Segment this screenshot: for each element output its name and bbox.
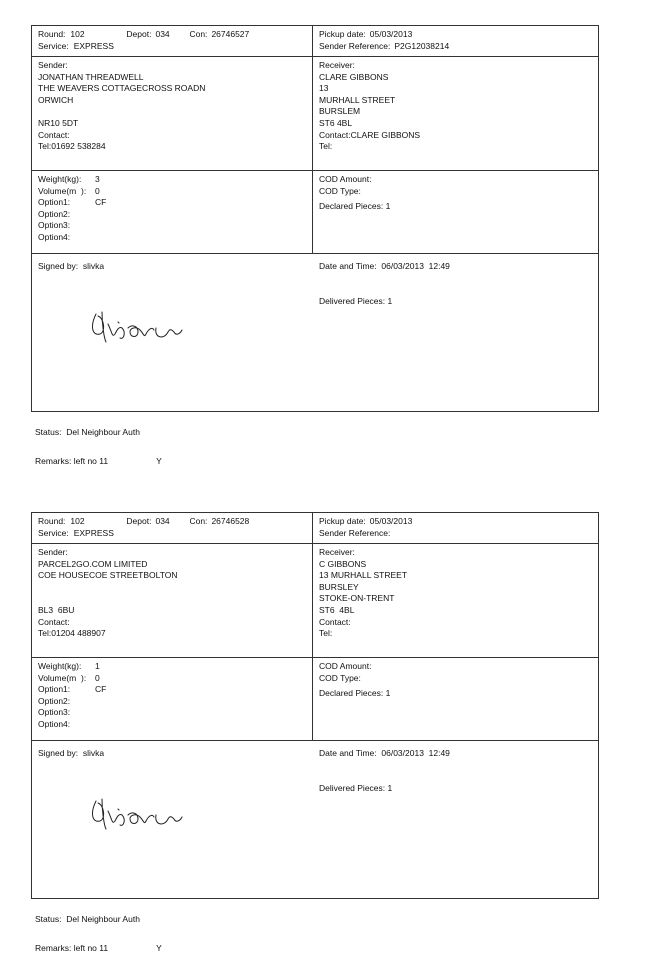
declared-pieces-label: Declared Pieces: [319,201,384,212]
con-label: Con: [189,29,208,39]
volume-label: Volume(m ): [38,672,87,683]
header-row [32,513,598,543]
status-block [35,409,162,486]
remarks-label: Remarks: [35,455,72,466]
address-row [32,543,598,657]
con-value: 26746528 [211,516,250,526]
date-time-label: Date and Time: [319,261,377,271]
service-label: Service: [38,40,69,51]
depot-label: Depot: [126,516,152,526]
option3-label: Option3: [38,707,71,718]
cod-amount-label: COD Amount: [319,174,372,184]
receiver-line: CLARE GIBBONS [319,71,389,82]
option3-label: Option3: [38,220,71,231]
weight-label: Weight(kg): [38,661,82,671]
signature-image [82,304,192,356]
status-block [35,896,162,973]
sender-line: PARCEL2GO.COM LIMITED [38,558,148,569]
sender-line [38,582,306,594]
sender-label: Sender: [38,60,68,70]
option2-label: Option2: [38,208,71,219]
delivery-record-2 [31,512,599,953]
delivery-record-1 [31,25,599,466]
declared-pieces-label: Declared Pieces: [319,688,384,699]
option4-label: Option4: [38,231,71,242]
receiver-line: ST6 4BL [319,604,355,615]
service-value: EXPRESS [73,527,114,538]
weight-value: 3 [95,174,100,184]
delivery-form [31,512,599,899]
depot-value: 034 [155,516,170,526]
weight-value: 1 [95,661,100,671]
sender-line: NR10 5DT [38,117,79,128]
volume-value: 0 [95,672,100,683]
round-label: Round: [38,516,66,526]
receiver-tel-label: Tel: [319,141,333,152]
depot-value: 034 [155,29,170,39]
cod-amount-label: COD Amount: [319,661,372,671]
receiver-contact-label: Contact: [319,129,351,140]
signature-image [82,791,192,843]
remarks-flag: Y [156,942,162,953]
sender-line: COE HOUSECOE STREETBOLTON [38,570,178,581]
signature-row [32,740,598,898]
cod-type-label: COD Type: [319,185,361,196]
status-value: Del Neighbour Auth [66,427,140,438]
sender-label: Sender: [38,547,68,557]
sender-line: BL3 6BU [38,604,75,615]
receiver-line: C GIBBONS [319,558,367,569]
date-time-value: 06/03/2013 12:49 [381,748,450,758]
receiver-line: MURHALL STREET [319,94,396,105]
receiver-line: 13 MURHALL STREET [319,570,408,581]
receiver-line: BURSLEY [319,581,359,592]
round-value: 102 [70,29,85,39]
service-value: EXPRESS [73,40,114,51]
date-time-value: 06/03/2013 12:49 [381,261,450,271]
sender-line [38,593,306,605]
date-time-label: Date and Time: [319,748,377,758]
receiver-contact-value: CLARE GIBBONS [350,129,421,140]
receiver-line: STOKE-ON-TRENT [319,593,395,604]
delivered-pieces-label: Delivered Pieces: [319,295,386,306]
sender-contact-label: Contact: [38,129,70,140]
sender-tel-value: 01204 488907 [51,628,106,639]
delivered-pieces-value: 1 [387,782,393,793]
header-row [32,26,598,56]
receiver-contact-label: Contact: [319,616,351,627]
signed-by-value: slivka [82,261,105,271]
parcel-details-row [32,170,598,253]
option1-label: Option1: [38,684,71,695]
sender-reference-value: P2G12038214 [394,40,450,51]
sender-reference-label: Sender Reference: [319,527,391,538]
signed-by-value: slivka [82,748,105,758]
receiver-line: ST6 4BL [319,117,353,128]
status-value: Del Neighbour Auth [66,914,140,925]
pickup-date-value: 05/03/2013 [369,29,413,39]
status-label: Status: [35,427,62,438]
declared-pieces-value: 1 [385,201,391,212]
sender-contact-label: Contact: [38,616,70,627]
signature-row [32,253,598,411]
pickup-date-value: 05/03/2013 [369,516,413,526]
delivered-pieces-value: 1 [387,295,393,306]
option1-label: Option1: [38,197,71,208]
round-label: Round: [38,29,66,39]
sender-tel-label: Tel: [38,141,52,152]
sender-reference-label: Sender Reference: [319,40,391,51]
signed-by-label: Signed by: [38,261,79,271]
receiver-tel-label: Tel: [319,628,333,639]
option4-label: Option4: [38,718,71,729]
sender-tel-value: 01692 538284 [51,141,106,152]
option2-label: Option2: [38,695,71,706]
remarks-flag: Y [156,455,162,466]
remarks-value: left no 11 [73,942,109,953]
receiver-label: Receiver: [319,60,355,70]
pickup-date-label: Pickup date: [319,29,366,39]
declared-pieces-value: 1 [385,688,391,699]
weight-label: Weight(kg): [38,174,82,184]
volume-value: 0 [95,185,100,196]
depot-label: Depot: [126,29,152,39]
signed-by-label: Signed by: [38,748,79,758]
con-label: Con: [189,516,208,526]
service-label: Service: [38,527,69,538]
receiver-label: Receiver: [319,547,355,557]
receiver-line: BURSLEM [319,106,361,117]
remarks-label: Remarks: [35,942,72,953]
volume-label: Volume(m ): [38,185,87,196]
sender-line [38,106,306,118]
delivery-form [31,25,599,412]
address-row [32,56,598,170]
receiver-line: 13 [319,83,329,94]
option1-value: CF [95,197,107,208]
option1-value: CF [95,684,107,695]
status-label: Status: [35,914,62,925]
remarks-value: left no 11 [73,455,109,466]
sender-tel-label: Tel: [38,628,52,639]
con-value: 26746527 [211,29,250,39]
sender-line: JONATHAN THREADWELL [38,71,144,82]
round-value: 102 [70,516,85,526]
delivered-pieces-label: Delivered Pieces: [319,782,386,793]
sender-line: THE WEAVERS COTTAGECROSS ROADN [38,83,206,94]
cod-type-label: COD Type: [319,672,361,683]
pickup-date-label: Pickup date: [319,516,366,526]
sender-line: ORWICH [38,94,74,105]
parcel-details-row [32,657,598,740]
